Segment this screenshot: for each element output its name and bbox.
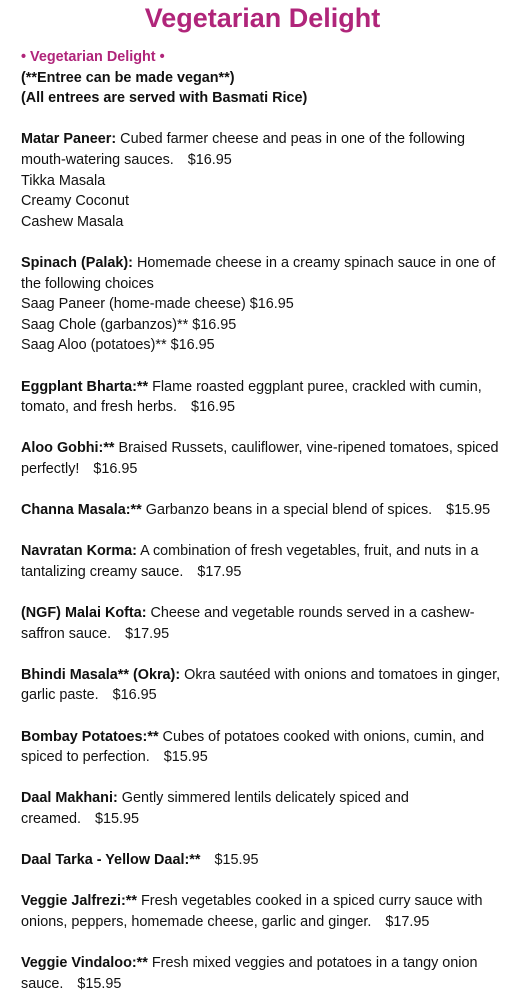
menu-item-name: Navratan Korma: <box>21 543 137 560</box>
menu-item-price: $15.95 <box>95 810 140 827</box>
menu-item <box>21 788 505 829</box>
menu-item-name: Bhindi Masala** (Okra): <box>21 666 181 683</box>
menu-item-text <box>21 377 505 418</box>
section-heading: • Vegetarian Delight • <box>21 49 165 65</box>
menu-item-name: Veggie Jalfrezi:** <box>21 893 137 910</box>
menu-item-variant: Creamy Coconut <box>21 193 129 210</box>
menu-item-name: (NGF) Malai Kofta: <box>21 605 147 622</box>
menu-item-text <box>21 665 505 706</box>
menu-item <box>21 603 505 644</box>
menu-item <box>21 541 505 582</box>
menu-item-description: A combination of fresh vegetables, fruit, and nuts in a tantalizing creamy sauce. <box>21 543 479 580</box>
menu-item-variant: Cashew Masala <box>21 213 124 230</box>
menu-item-description: Braised Russets, cauliflower, vine-ripened tomatoes, spiced perfectly! <box>21 440 499 477</box>
menu-content <box>21 47 505 994</box>
menu-item-description: Okra sautéed with onions and tomatoes in ginger, garlic paste. <box>21 666 501 704</box>
menu-item-price: $15.95 <box>163 749 208 766</box>
menu-item-description: Fresh vegetables cooked in a spiced curry sauce with onions, peppers, homemade cheese, garlic and ginger. <box>21 893 483 930</box>
menu-item-text <box>21 953 505 994</box>
menu-item-price: $15.95 <box>214 852 259 869</box>
menu-item-description: Cheese and vegetable rounds served in a cashew-saffron sauce. <box>21 605 475 642</box>
menu-item-text <box>21 727 505 768</box>
menu-item-variant: Tikka Masala <box>21 172 106 189</box>
menu-item-description: Flame roasted eggplant puree, crackled with cumin, tomato, and fresh herbs. <box>21 378 482 416</box>
menu-item <box>21 500 505 521</box>
menu-item-price: $17.95 <box>125 625 170 642</box>
menu-item-variant: Saag Chole (garbanzos)** $16.95 <box>21 316 237 333</box>
menu-item-text <box>21 603 505 644</box>
menu-item-text <box>21 129 505 170</box>
menu-item-name: Daal Tarka - Yellow Daal:** <box>21 852 201 869</box>
menu-item <box>21 253 505 356</box>
menu-item-name: Bombay Potatoes:** <box>21 728 159 745</box>
menu-item-description: Homemade cheese in a creamy spinach sauce in one of the following choices <box>21 254 496 292</box>
menu-item-text <box>21 541 505 582</box>
menu-item <box>21 377 505 418</box>
menu-item-text <box>21 253 505 294</box>
menu-item-name: Spinach (Palak): <box>21 254 133 271</box>
menu-item-text <box>21 891 505 932</box>
menu-item-price: $17.95 <box>385 913 430 930</box>
menu-item-name: Eggplant Bharta:** <box>21 378 149 395</box>
menu-item <box>21 665 505 706</box>
menu-item-price: $15.95 <box>446 502 491 519</box>
menu-item-description: Garbanzo beans in a special blend of spices. <box>141 502 433 519</box>
menu-item-description: Gently simmered lentils delicately spiced and creamed. <box>21 790 409 827</box>
menu-item-name: Daal Makhani: <box>21 790 118 807</box>
menu-item-list <box>21 129 505 994</box>
menu-item-name: Channa Masala:** <box>21 502 142 519</box>
menu-item-text <box>21 500 505 521</box>
menu-item-price: $16.95 <box>112 687 157 704</box>
menu-item <box>21 850 505 871</box>
menu-item-name: Aloo Gobhi:** <box>21 440 115 457</box>
menu-item-name: Veggie Vindaloo:** <box>21 955 148 972</box>
menu-item <box>21 953 505 994</box>
menu-item <box>21 129 505 232</box>
menu-item-price: $16.95 <box>93 460 138 477</box>
menu-item-price: $16.95 <box>187 151 232 168</box>
menu-item-text <box>21 438 505 479</box>
menu-item-price: $17.95 <box>197 563 242 580</box>
vegan-note: (**Entree can be made vegan**) <box>21 69 235 86</box>
menu-item <box>21 438 505 479</box>
menu-item-price: $16.95 <box>191 399 236 416</box>
menu-item-text <box>21 850 505 871</box>
menu-item-text <box>21 788 505 829</box>
menu-item-description: Fresh mixed veggies and potatoes in a tangy onion sauce. <box>21 955 478 992</box>
menu-item-name: Matar Paneer: <box>21 131 117 148</box>
menu-item-variant: Saag Aloo (potatoes)** $16.95 <box>21 337 215 354</box>
menu-item-price: $15.95 <box>77 975 122 992</box>
menu-item-description: Cubed farmer cheese and peas in one of the following mouth-watering sauces. <box>21 131 465 168</box>
rice-note: (All entrees are served with Basmati Rice) <box>21 90 308 107</box>
menu-item-variant: Saag Paneer (home-made cheese) $16.95 <box>21 296 294 313</box>
menu-item <box>21 727 505 768</box>
page-title: Vegetarian Delight <box>144 3 381 33</box>
menu-item-description: Cubes of potatoes cooked with onions, cumin, and spiced to perfection. <box>21 728 485 766</box>
menu-item <box>21 891 505 932</box>
